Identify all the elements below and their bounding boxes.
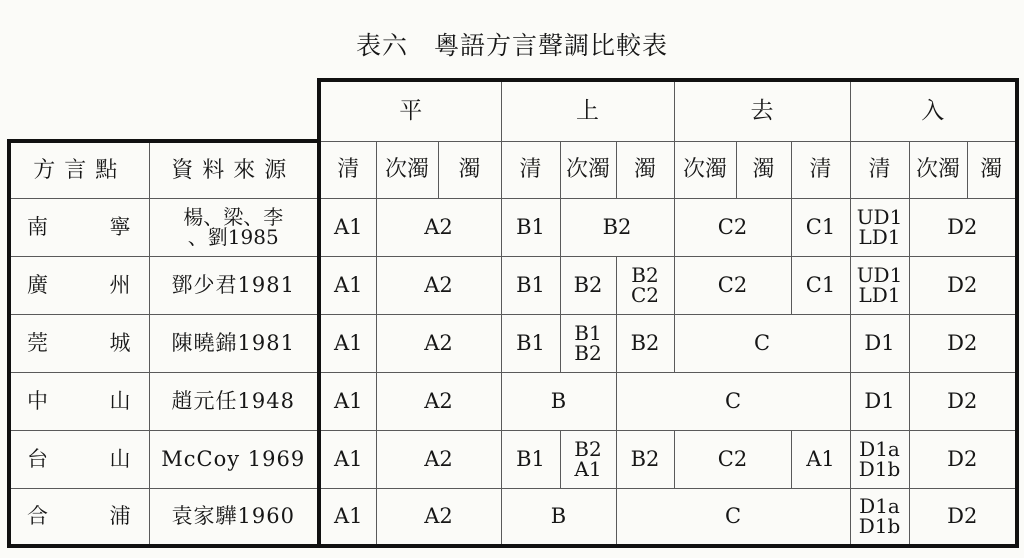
place-cell: 莞 城: [9, 314, 149, 372]
header-sub: 濁: [967, 141, 1017, 198]
tone-cell: D1: [850, 314, 909, 372]
tone-cell: B1 B2: [560, 314, 616, 372]
tone-cell: B: [501, 372, 616, 430]
blank-corner: [9, 80, 319, 141]
tone-cell: D2: [909, 430, 1017, 488]
header-sub: 次濁: [376, 141, 438, 198]
tone-cell: A2: [376, 430, 501, 488]
tone-cell: B1: [501, 198, 560, 256]
tone-cell: A1: [319, 256, 376, 314]
header-sub: 濁: [438, 141, 501, 198]
table-row: [9, 430, 1017, 488]
tone-cell: A1: [319, 372, 376, 430]
tone-cell: B2 C2: [616, 256, 674, 314]
tone-cell: C2: [674, 198, 791, 256]
header-place: 方言點: [9, 141, 149, 198]
place-cell: 廣 州: [9, 256, 149, 314]
tone-cell: A2: [376, 256, 501, 314]
tone-comparison-table: [7, 78, 1019, 548]
tone-cell: D2: [909, 198, 1017, 256]
header-row-sub: [9, 141, 1017, 198]
tone-cell: B2: [560, 198, 674, 256]
tone-cell: A1: [791, 430, 850, 488]
tone-cell: B1: [501, 314, 560, 372]
tone-cell: A2: [376, 198, 501, 256]
tone-cell: C1: [791, 198, 850, 256]
tone-cell: D2: [909, 372, 1017, 430]
table-row: [9, 256, 1017, 314]
header-sub: 清: [501, 141, 560, 198]
source-cell: 鄧少君1981: [149, 256, 319, 314]
header-group-shang: 上: [501, 80, 674, 141]
tone-cell: B1: [501, 256, 560, 314]
tone-cell: D2: [909, 256, 1017, 314]
tone-cell: A1: [319, 488, 376, 546]
source-cell: McCoy 1969: [149, 430, 319, 488]
tone-cell: A2: [376, 314, 501, 372]
tone-cell: A1: [319, 430, 376, 488]
header-sub: 次濁: [560, 141, 616, 198]
tone-cell: D1a D1b: [850, 430, 909, 488]
tone-cell: B2: [560, 256, 616, 314]
source-cell: 陳曉錦1981: [149, 314, 319, 372]
tone-cell: UD1 LD1: [850, 198, 909, 256]
tone-cell: C: [616, 488, 850, 546]
header-sub: 濁: [616, 141, 674, 198]
header-sub: 濁: [736, 141, 791, 198]
tone-cell: B2: [616, 314, 674, 372]
table-row: [9, 488, 1017, 546]
table-row: [9, 314, 1017, 372]
tone-cell: A1: [319, 198, 376, 256]
tone-cell: D1: [850, 372, 909, 430]
tone-cell: A2: [376, 372, 501, 430]
table-row: [9, 198, 1017, 256]
header-sub: 次濁: [674, 141, 736, 198]
place-cell: 台 山: [9, 430, 149, 488]
header-group-ru: 入: [850, 80, 1017, 141]
table-title: 表六 粵語方言聲調比較表: [355, 31, 668, 60]
header-sub: 清: [850, 141, 909, 198]
source-cell: 楊、梁、李 、劉1985: [149, 198, 319, 256]
source-cell: 趙元任1948: [149, 372, 319, 430]
place-cell: 南 寧: [9, 198, 149, 256]
tone-cell: C: [616, 372, 850, 430]
header-group-qu: 去: [674, 80, 850, 141]
tone-cell: D1a D1b: [850, 488, 909, 546]
header-sub: 次濁: [909, 141, 967, 198]
tone-cell: C2: [674, 256, 791, 314]
tone-cell: UD1 LD1: [850, 256, 909, 314]
header-sub: 清: [791, 141, 850, 198]
tone-cell: C1: [791, 256, 850, 314]
place-cell: 合 浦: [9, 488, 149, 546]
tone-cell: A1: [319, 314, 376, 372]
tone-cell: B: [501, 488, 616, 546]
tone-cell: B1: [501, 430, 560, 488]
tone-cell: C: [674, 314, 850, 372]
header-sub: 清: [319, 141, 376, 198]
header-row-groups: [9, 80, 1017, 141]
source-cell: 袁家驊1960: [149, 488, 319, 546]
header-group-ping: 平: [319, 80, 501, 141]
header-source: 資料來源: [149, 141, 319, 198]
tone-cell: B2: [616, 430, 674, 488]
tone-cell: C2: [674, 430, 791, 488]
tone-cell: D2: [909, 314, 1017, 372]
tone-cell: D2: [909, 488, 1017, 546]
table-row: [9, 372, 1017, 430]
place-cell: 中 山: [9, 372, 149, 430]
tone-cell: A2: [376, 488, 501, 546]
tone-cell: B2 A1: [560, 430, 616, 488]
